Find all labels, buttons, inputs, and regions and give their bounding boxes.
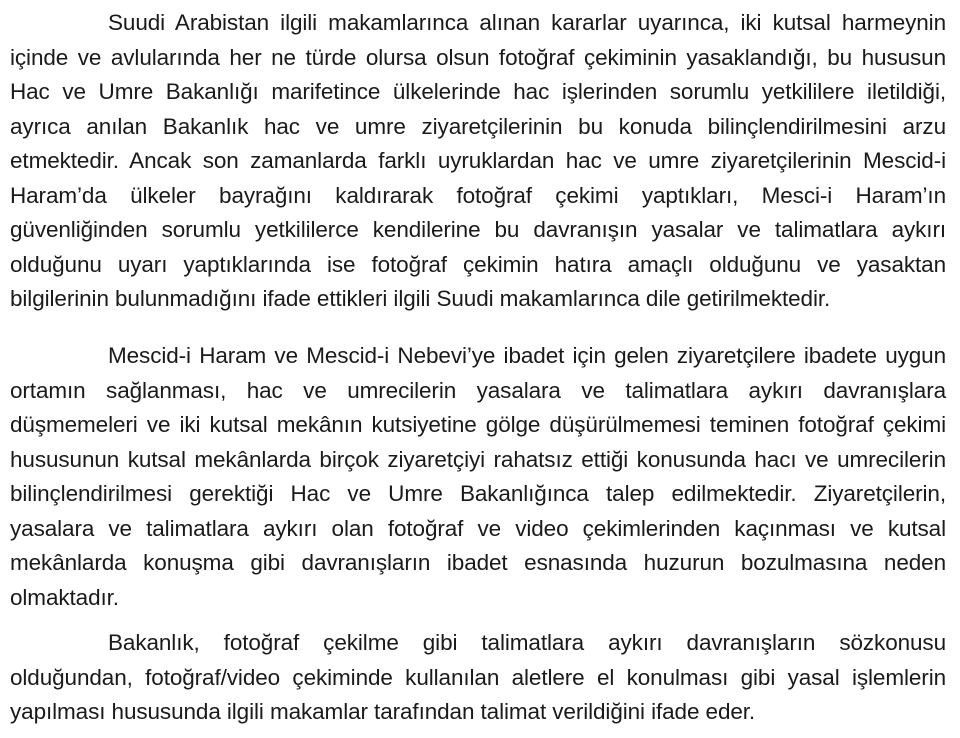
paragraph-photography-ban: Suudi Arabistan ilgili makamlarınca alınan kararlar uyarınca, iki kutsal harmeynin içinde ve avlularında her ne türde olursa olsun fotoğraf çekiminin yasaklandığı, bu hususun Hac ve Umre Bakanlığı marifetince ülkelerinde hac işlerinden sorumlu yetkililere iletildiği, ayrıca anılan Bakanlık hac ve umre ziyaretçilerinin bu konuda bilinçlendirilmesini arzu etmektedir. Ancak son zamanlarda farklı uyruklardan hac ve umre ziyaretçilerinin Mescid-i Haram’da ülkeler bayrağını kaldırarak fotoğraf çekimi yaptıkları, Mesci-i Haram’ın güvenliğinden sorumlu yetkililerce kendilerine bu davranışın yasalar ve talimatlara aykırı olduğunu uyarı yaptıklarında ise fotoğraf çekimin hatıra amaçlı olduğunu ve yasaktan bilgilerinin bulunmadığını ifade ettikleri ilgili Suudi makamlarınca dile getirilmektedir.	[10, 10, 946, 311]
paragraph-visitor-awareness: Mescid-i Haram ve Mescid-i Nebevi’ye ibadet için gelen ziyaretçilere ibadete uygun ortamın sağlanması, hac ve umrecilerin yasalara ve talimatlara aykırı davranışlara düşmemeleri ve iki kutsal mekânın kutsiyetine gölge düşürülmemesi teminen fotoğraf çekimi hususunun kutsal mekânlarda birçok ziyaretçiyi rahatsız ettiği konusunda hacı ve umrecilerin bilinçlendirilmesi gerektiği Hac ve Umre Bakanlığınca talep edilmektedir. Ziyaretçilerin, yasalara ve talimatlara aykırı olan fotoğraf ve video çekimlerinden kaçınması ve kutsal mekânlarda konuşma gibi davranışların ibadet esnasında huzurun bozulmasına neden olmaktadır.	[10, 343, 946, 610]
paragraph-ministry-statement: Bakanlık, fotoğraf çekilme gibi talimatlara aykırı davranışların sözkonusu olduğundan, fotoğraf/video çekiminde kullanılan aletlere el konulması gibi yasal işlemlerin yapılması hususunda ilgili makamlar tarafından talimat verildiğini ifade eder.	[10, 630, 946, 724]
